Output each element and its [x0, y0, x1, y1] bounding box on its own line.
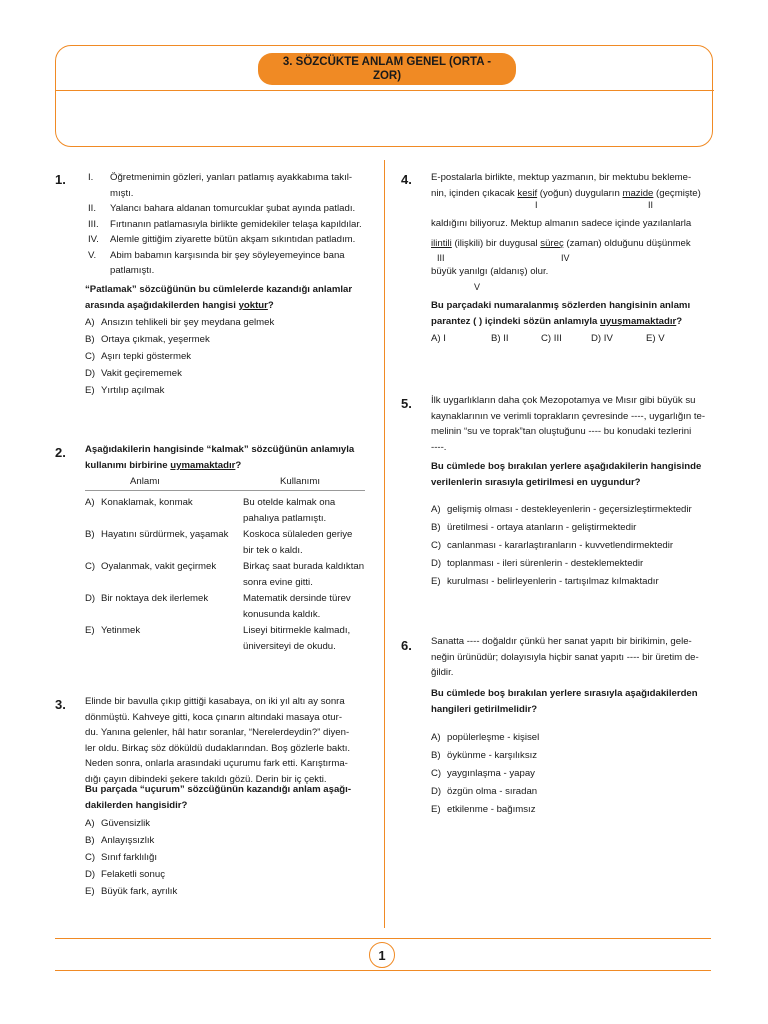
q1-item: IV. Alemle gittiğim ziyarette bütün akşam sıkıntıdan patladım. [88, 234, 356, 245]
question-number: 5. [401, 396, 412, 411]
marker-4: IV [561, 253, 570, 263]
usage-text: Koskoca sülaleden geriye bir tek o kaldı. [243, 529, 353, 556]
q2-meaning-col [85, 495, 235, 655]
q6-options [431, 730, 539, 817]
option-e[interactable]: E) etkilenme - bağımsız [431, 804, 536, 815]
option-b[interactable]: B) öykünme - karşılıksız [431, 750, 538, 761]
option-d[interactable]: D) IV [591, 333, 613, 344]
question-number: 1. [55, 172, 66, 187]
usage-text: Bu otelde kalmak ona pahalıya patlamıştı. [243, 497, 336, 524]
footer-line-bottom [55, 970, 711, 971]
option-e[interactable]: E) Yırtılıp açılmak [85, 385, 165, 396]
question-number: 2. [55, 445, 66, 460]
q5-options [431, 502, 692, 589]
col-header-meaning: Anlamı [130, 476, 160, 487]
page-title [258, 53, 516, 85]
title-line-1: 3. SÖZCÜKTE ANLAM GENEL (ORTA - [282, 56, 492, 68]
usage-text: Matematik dersinde türev konusunda kaldık. [243, 593, 351, 620]
option-d[interactable]: D) Felaketli sonuç [85, 869, 165, 880]
usage-text: Birkaç saat burada kaldıktan sonra evine gitti. [243, 561, 365, 588]
q1-item: I. Öğretmenimin gözleri, yanları patlamış ayakkabıma takıl- [88, 172, 353, 183]
option-e[interactable]: E) Büyük fark, ayrılık [85, 886, 178, 897]
col-header-usage: Kullanımı [280, 476, 320, 487]
option-e[interactable]: E) kurulması - belirleyenlerin - tartışılmaz kılmaktadır [431, 576, 659, 587]
q1-item: mıştı. [110, 187, 134, 199]
q4-passage: E-postalarla birlikte, mektup yazmanın, bir mektubu bekleme- nin, içinden çıkacak kesif (yoğun) duyguların mazide (geçmişte) [431, 172, 701, 199]
q1-stem: “Patlamak” sözcüğünün bu cümlelerde kazandığı anlamlar arasında aşağıdakilerden hangisi yoktur? [85, 284, 353, 311]
option-c[interactable]: C) yaygınlaşma - yapay [431, 768, 535, 779]
q2-stem: Aşağıdakilerin hangisinde “kalmak” sözcüğünün anlamıyla kullanımı birbirine uymamaktadır? [85, 444, 355, 471]
header-separator [55, 90, 714, 91]
option-d[interactable]: D) özgün olma - sıradan [431, 786, 538, 797]
option-a[interactable]: A) I [431, 333, 446, 344]
q4-line5: büyük yanılgı (aldanış) olur. [431, 266, 549, 277]
option-c[interactable]: C) canlanması - kararlaştıranların - kuvvetlendirmektedir [431, 540, 674, 551]
q3-stem: Bu parçada “uçurum” sözcüğünün kazandığı anlam aşağı- dakilerden hangisidir? [85, 784, 352, 811]
footer-line-top [55, 938, 711, 939]
q1-options [85, 315, 274, 398]
table-header-line [240, 490, 365, 491]
q4-line4: ilintili (ilişkili) bir duygusal süreç (zaman) olduğunu düşünmek [431, 238, 691, 249]
option-d[interactable]: D) toplanması - ileri sürenlerin - desteklemektedir [431, 558, 644, 569]
page-number: 1 [369, 942, 395, 968]
option-a[interactable]: A) Güvensizlik [85, 818, 151, 829]
q1-item: V. Abim babamın karşısında bir şey söyleyemeyince bana [88, 249, 345, 261]
option-a[interactable]: A) popülerleşme - kişisel [431, 732, 540, 743]
question-number: 3. [55, 697, 66, 712]
option-e[interactable]: E) Yetinmek [85, 625, 141, 636]
option-b[interactable]: B) Ortaya çıkmak, yeşermek [85, 334, 210, 345]
option-c[interactable]: C) Aşırı tepki göstermek [85, 351, 192, 362]
option-b[interactable]: B) Anlayışsızlık [85, 835, 155, 846]
q1-item: III. Fırtınanın patlamasıyla birlikte gemidekiler telaşa kapıldılar. [88, 218, 362, 230]
option-c[interactable]: C) Oyalanmak, vakit geçirmek [85, 561, 217, 572]
column-divider [384, 160, 385, 928]
marker-5: V [474, 282, 481, 292]
option-a[interactable]: A) Ansızın tehlikeli bir şey meydana gelmek [85, 317, 275, 328]
option-b[interactable]: B) Hayatını sürdürmek, yaşamak [85, 529, 229, 540]
marker-3: III [437, 253, 445, 263]
q3-options [85, 816, 177, 899]
q1-items [88, 170, 368, 279]
marker-1: I [535, 200, 538, 210]
option-b[interactable]: B) üretilmesi - ortaya atanların - geliştirmektedir [431, 522, 637, 533]
q4-stem: Bu parçadaki numaralanmış sözlerden hangisinin anlamı parantez ( ) içindeki sözün anlamıyla uyuşmamaktadır? [431, 300, 691, 327]
q4-line3: kaldığını biliyoruz. Mektup almanın sadece içinde yazılanlarla [431, 218, 692, 229]
title-line-2: ZOR) [372, 70, 402, 82]
option-d[interactable]: D) Vakit geçirememek [85, 368, 182, 379]
q3-passage: Elinde bir bavulla çıkıp gittiği kasabaya, on iki yıl altı ay sonra dönmüştü. Kahveye gitti, koca çınarın altındaki masaya otur- du. Yanına gelenler, hâl hatır soranlar, “Nerelerdeydin?” diyen- ler oldu. Birkaç söz döküldü dudaklarından. Boş gözlerle baktı. Neden sonra, onlarla arasındaki uçurumu fark etti. Karıştırma- dığı çayın dibindeki şekere takıldı gözü. Derin bir iç çekti. [85, 696, 351, 785]
question-number: 6. [401, 638, 412, 653]
option-c[interactable]: C) III [541, 333, 562, 344]
q5-stem: Bu cümlede boş bırakılan yerlere aşağıdakilerin hangisinde verilenlerin sırasıyla getirilmesi en uygundur? [431, 461, 702, 488]
option-c[interactable]: C) Sınıf farklılığı [85, 852, 157, 863]
marker-2: II [648, 200, 654, 210]
q5-passage: İlk uygarlıkların daha çok Mezopotamya ve Mısır gibi büyük su kaynaklarının ve verimli toprakların çevresinde ----, uygarlığın te- melinin “su ve toprak”tan oluştuğunu ---- bu konudaki tezlerini ----. [431, 395, 706, 453]
usage-text: Liseyi bitirmekle kalmadı, üniversiteyi de okudu. [243, 625, 351, 652]
q6-passage: Sanatta ---- doğaldır çünkü her sanat yapıtı bir birikimin, gele- neğin ürünüdür; dolayısıyla hiçbir sanat yapıtı ---- bir üretim de- ğildir. [431, 636, 699, 678]
option-e[interactable]: E) V [646, 333, 665, 344]
option-a[interactable]: A) gelişmiş olması - destekleyenlerin - geçersizleştirmektedir [431, 504, 692, 515]
q2-usage-col [243, 495, 373, 655]
option-b[interactable]: B) II [491, 333, 509, 344]
question-number: 4. [401, 172, 412, 187]
option-d[interactable]: D) Bir noktaya dek ilerlemek [85, 593, 209, 604]
option-a[interactable]: A) Konaklamak, konmak [85, 497, 193, 508]
q6-stem: Bu cümlede boş bırakılan yerlere sırasıyla aşağıdakilerden hangileri getirilmelidir? [431, 688, 698, 715]
q1-item: patlamıştı. [110, 265, 155, 276]
q1-item: II. Yalancı bahara aldanan tomurcuklar şubat ayında patladı. [88, 203, 356, 214]
